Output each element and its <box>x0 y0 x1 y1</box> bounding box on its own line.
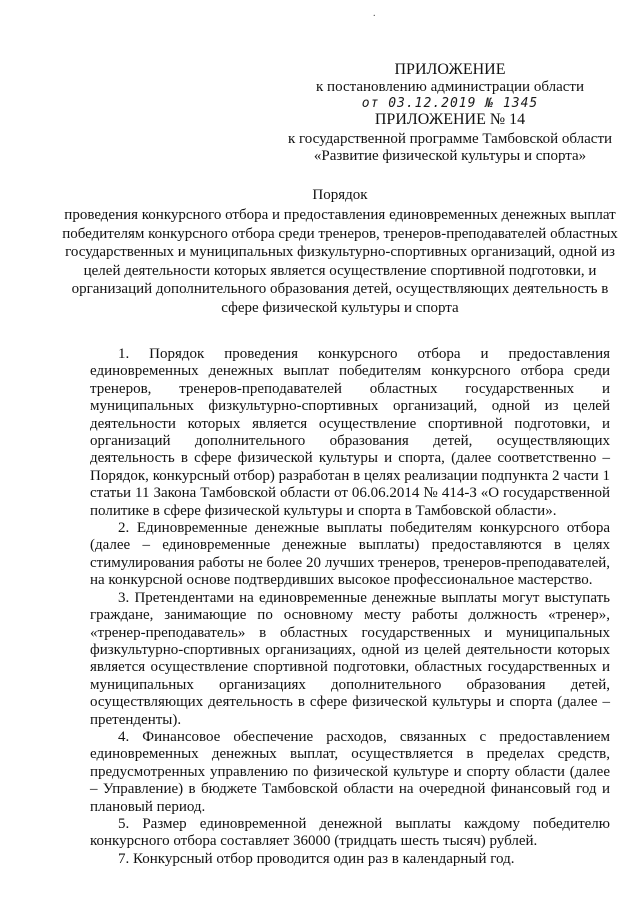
program-reference: к государственной программе Тамбовской области <box>287 131 613 147</box>
paragraph-5: 5. Размер единовременной денежной выплаты каждому победителю конкурсного отбора составляет 36000 (тридцать шесть тысяч) рублей. <box>90 815 610 850</box>
handwritten-date-number: от 03.12.2019 № 1345 <box>361 96 539 111</box>
paragraph-3: 3. Претендентами на единовременные денежные выплаты могут выступать граждане, занимающие по основному месту работы должность «тренер», «тренер-преподаватель» в областных государственных и муниципальных физкультурно-спортивных организациях, одной из целей деятельности которых является осуществление спортивной подготовки, областных государственных и муниципальных организациях дополнительного образования детей, осуществляющих деятельность в сфере физической культуры и спорта (далее – претенденты). <box>90 589 610 728</box>
paragraph-4: 4. Финансовое обеспечение расходов, связанных с предоставлением единовременных денежных выплат, осуществляется в пределах средств, предусмотренных управлению по физической культуре и спорту области (далее – Управление) в бюджете Тамбовской области на очередной финансовый год и плановый период. <box>90 728 610 815</box>
document-title-word: Порядок <box>312 187 368 203</box>
program-name: «Развитие физической культуры и спорта» <box>313 148 587 164</box>
paragraph-7: 7. Конкурсный отбор проводится один раз в календарный год. <box>118 850 515 867</box>
document-body <box>90 346 610 868</box>
appendix-heading: ПРИЛОЖЕНИЕ <box>394 61 506 78</box>
resolution-reference: к постановлению администрации области <box>316 79 584 95</box>
top-mark: . <box>373 8 376 19</box>
document-title: проведения конкурсного отбора и предоставления единовременных денежных выплат победителям конкурсного отбора среди тренеров, тренеров-преподавателей областных государственных и муниципальных физкультурно-спортивных организаций, одной из целей деятельности которых является осуществление спортивной подготовки, и организаций дополнительного образования детей, осуществляющих деятельность в сфере физической культуры и спорта <box>62 207 618 316</box>
paragraph-2: 2. Единовременные денежные выплаты победителям конкурсного отбора (далее – единовременные денежные выплаты) предоставляются в целях стимулирования работы не более 20 лучших тренеров, тренеров-преподавателей, на конкурсной основе подтвердивших высокое профессиональное мастерство. <box>90 520 610 589</box>
paragraph-1: 1. Порядок проведения конкурсного отбора и предоставления единовременных денежных выплат победителям конкурсного отбора среди тренеров, тренеров-преподавателей областных государственных и муниципальных физкультурно-спортивных организаций, одной из целей деятельности которых является осуществление спортивной подготовки, и организаций дополнительного образования детей, осуществляющих деятельность в сфере физической культуры и спорта, (далее соответственно – Порядок, конкурсный отбор) разработан в целях реализации подпункта 2 части 1 статьи 11 Закона Тамбовской области от 06.06.2014 № 414-З «О государственной политике в сфере физической культуры и спорта в Тамбовской области». <box>90 346 610 519</box>
appendix-14-heading: ПРИЛОЖЕНИЕ № 14 <box>374 111 526 128</box>
